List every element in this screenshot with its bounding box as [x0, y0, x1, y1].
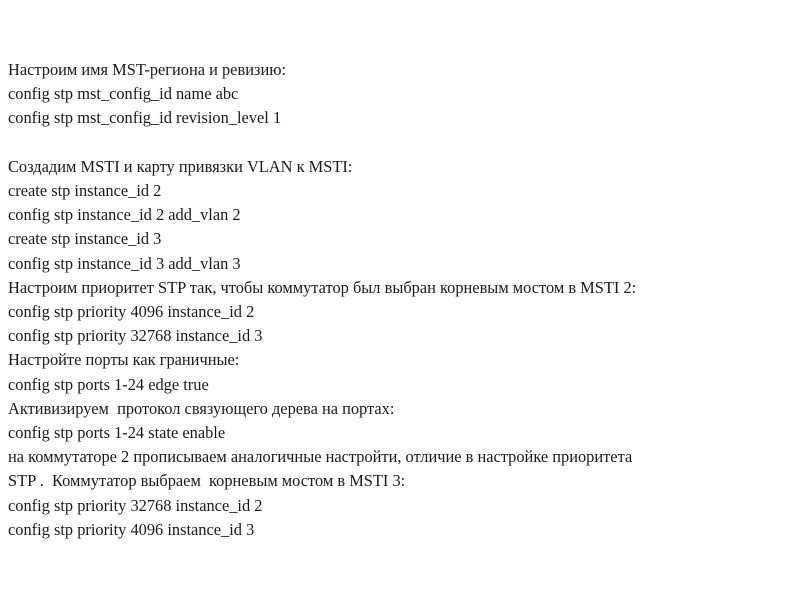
heading-region-name: Настроим имя MST-региона и ревизию:: [8, 60, 287, 79]
command-line: config stp mst_config_id name abc: [8, 84, 239, 104]
command-line: config stp priority 4096 instance_id 3: [8, 519, 255, 539]
note-switch-2-continued: STP . Коммутатор выбраем корневым мостом в MSTI 3:: [8, 471, 406, 491]
command-line: config stp instance_id 2 add_vlan 2: [8, 205, 241, 225]
document-body: [8, 58, 793, 542]
command-line: config stp priority 32768 instance_id 3: [8, 326, 263, 346]
heading-msti-map: Создадим MSTI и карту привязки VLAN к MSTI:: [8, 156, 353, 176]
command-line: create stp instance_id 3: [8, 229, 162, 249]
blank-line: [8, 131, 793, 155]
heading-edge-ports: Настройте порты как граничные:: [8, 350, 240, 370]
heading-enable-stp: Активизируем протокол связующего дерева на портах:: [8, 398, 395, 418]
command-line: config stp priority 4096 instance_id 2: [8, 302, 255, 322]
command-line: config stp ports 1-24 edge true: [8, 374, 209, 394]
heading-stp-priority: Настроим приоритет STP так, чтобы коммутатор был выбран корневым мостом в MSTI 2:: [8, 277, 637, 297]
command-line: create stp instance_id 2: [8, 181, 162, 200]
command-line: config stp mst_config_id revision_level 1: [8, 108, 282, 128]
command-line: config stp priority 32768 instance_id 2: [8, 495, 263, 515]
command-line: config stp instance_id 3 add_vlan 3: [8, 253, 241, 273]
note-switch-2: на коммутаторе 2 прописываем аналогичные настройти, отличие в настройке приоритета: [8, 447, 633, 467]
command-line: config stp ports 1-24 state enable: [8, 423, 226, 443]
